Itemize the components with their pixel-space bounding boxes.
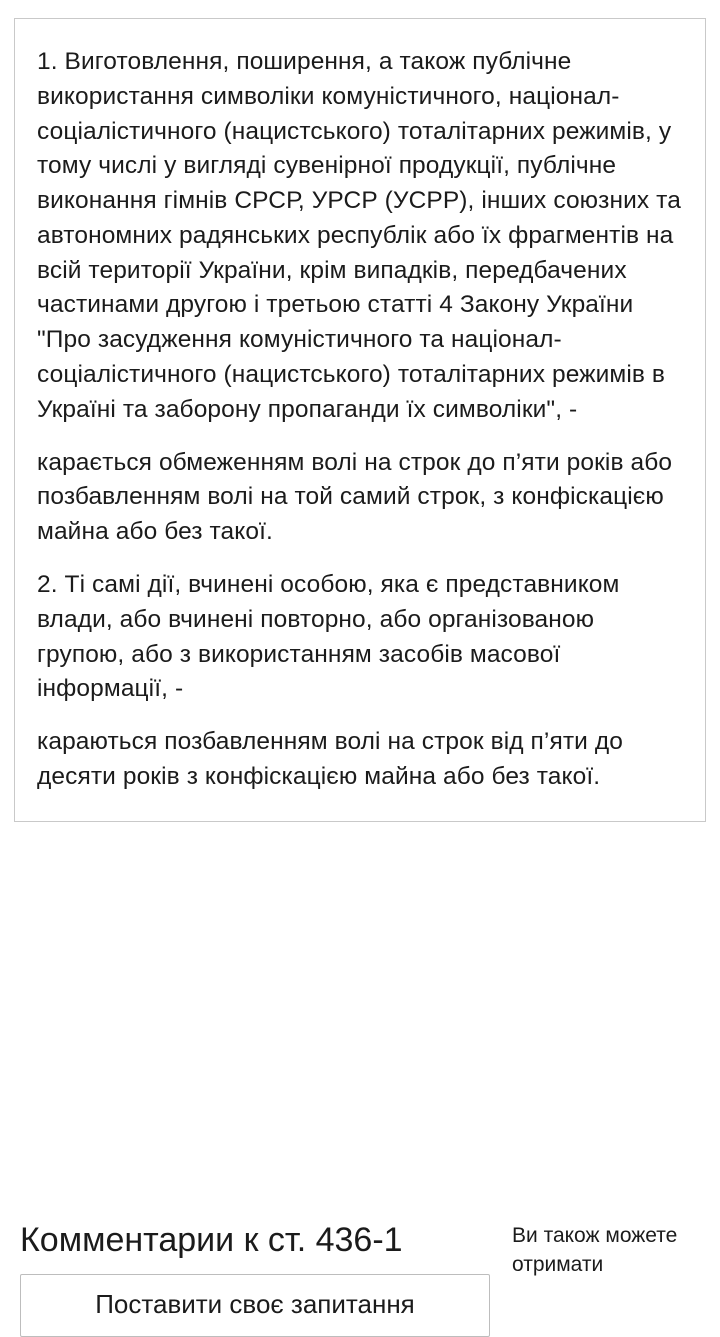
law-paragraph-2: карається обмеженням волі на строк до п’яти років або позбавленням волі на той самий строк, з конфіскацією майна або без такої.: [37, 448, 673, 546]
law-paragraph-4: караються позбавленням волі на строк від п’яти до десяти років з конфіскацією майна або без такої.: [37, 728, 623, 790]
law-article-page: [0, 18, 720, 1324]
ask-question-button[interactable]: Поставити своє запитання: [20, 1274, 490, 1337]
sidebar-note-text: Ви також можете отримати: [512, 1224, 678, 1276]
comments-heading: Комментарии к ст. 436-1: [20, 1221, 403, 1259]
law-paragraph-3: 2. Ті самі дії, вчинені особою, яка є представником влади, або вчинені повторно, або організованою групою, або з використанням засобів масової інформації, -: [37, 570, 620, 703]
sidebar-note: [494, 1214, 706, 1280]
comments-section: [0, 1214, 720, 1337]
law-text-card: [14, 18, 706, 822]
comments-column: [14, 1214, 494, 1337]
law-paragraph-1: 1. Виготовлення, поширення, а також публічне використання символіки комуністичного, націонал-соціалістичного (нацистського) тоталітарних режимів, у тому числі у вигляді сувенірної продукції, публічне виконання гімнів СРСР, УРСР (УСРР), інших союзних та автономних радянських республік або їх фрагментів на всій території України, крім випадків, передбачених частинами другою і третьою статті 4 Закону України "Про засудження комуністичного та націонал-соціалістичного (нацистського) тоталітарних режимів в Україні та заборону пропаганди їх символіки", -: [37, 48, 681, 423]
